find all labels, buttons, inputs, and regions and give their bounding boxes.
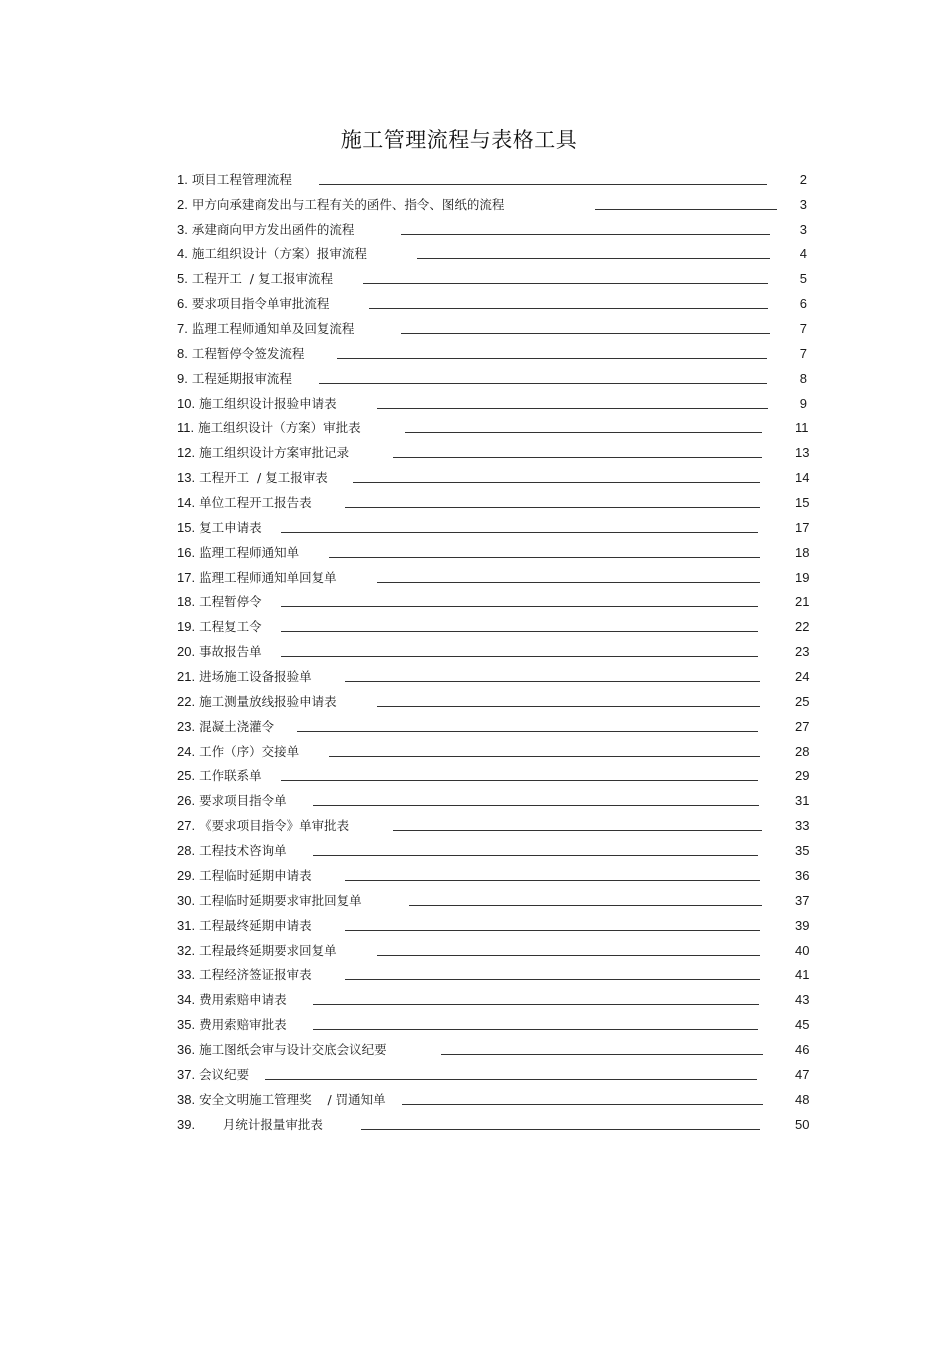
toc-entry-text: 施工组织设计报验申请表 xyxy=(199,395,337,411)
toc-entry-text: 要求项目指令单 xyxy=(199,793,287,809)
toc-entry-page-number: 48 xyxy=(795,1091,810,1107)
toc-entry-label xyxy=(177,593,262,613)
toc-entry-number: 4. xyxy=(177,246,188,262)
toc-entry-page-number: 50 xyxy=(795,1116,810,1132)
toc-leader-line xyxy=(402,1103,763,1105)
toc-entry[interactable] xyxy=(177,489,810,514)
toc-entry-label xyxy=(177,444,349,464)
toc-entry-number: 35. xyxy=(177,1017,196,1033)
toc-entry-label xyxy=(177,494,312,514)
toc-leader-line xyxy=(345,680,760,682)
toc-entry-number: 31. xyxy=(177,917,196,933)
toc-entry-number: 38. xyxy=(177,1091,196,1107)
toc-entry-page-number: 39 xyxy=(795,917,810,933)
toc-entry[interactable] xyxy=(177,638,810,663)
toc-entry[interactable] xyxy=(177,166,807,191)
toc-entry-text: 月统计报量审批表 xyxy=(199,1116,323,1132)
toc-leader-line xyxy=(313,854,758,856)
toc-entry-text: 工程暂停令签发流程 xyxy=(191,345,305,361)
toc-entry-number: 22. xyxy=(177,693,196,709)
toc-entry-label xyxy=(177,917,312,937)
toc-entry-text: 工作联系单 xyxy=(199,768,262,784)
toc-entry-number: 26. xyxy=(177,793,196,809)
toc-entry-text: 费用索赔审批表 xyxy=(199,1017,287,1033)
toc-entry[interactable] xyxy=(177,986,810,1011)
toc-leader-line xyxy=(595,208,777,210)
toc-entry-label xyxy=(177,196,504,216)
toc-entry-page-number: 7 xyxy=(799,321,807,337)
toc-entry[interactable] xyxy=(177,1036,810,1061)
toc-entry-number: 10. xyxy=(177,395,196,411)
toc-entry[interactable] xyxy=(177,1061,810,1086)
toc-entry-label xyxy=(177,718,274,738)
toc-entry[interactable] xyxy=(177,912,810,937)
toc-entry[interactable] xyxy=(177,688,810,713)
toc-entry-number: 29. xyxy=(177,867,196,883)
toc-entry-number: 14. xyxy=(177,495,196,511)
toc-entry[interactable] xyxy=(177,613,810,638)
toc-leader-line xyxy=(369,307,768,309)
toc-entry-page-number: 7 xyxy=(799,345,807,361)
toc-entry-text: 费用索赔申请表 xyxy=(199,992,287,1008)
toc-entry-page-number: 27 xyxy=(795,718,810,734)
toc-entry-label xyxy=(177,519,262,539)
toc-entry-number: 24. xyxy=(177,743,196,759)
toc-entry-number: 16. xyxy=(177,544,196,560)
toc-entry-label xyxy=(177,419,361,439)
toc-entry-text: 进场施工设备报验单 xyxy=(199,669,312,685)
toc-entry-text: 施工组织设计（方案）报审流程 xyxy=(191,246,367,262)
toc-entry[interactable] xyxy=(177,713,810,738)
toc-leader-line xyxy=(337,357,767,359)
toc-entry-text: 施工图纸会审与设计交底会议纪要 xyxy=(199,1041,387,1057)
toc-leader-line xyxy=(409,904,762,906)
toc-entry-page-number: 23 xyxy=(795,644,810,660)
toc-entry[interactable] xyxy=(177,390,807,415)
toc-entry[interactable] xyxy=(177,290,807,315)
toc-leader-line xyxy=(281,531,758,533)
toc-entry-number: 34. xyxy=(177,992,196,1008)
toc-entry-label xyxy=(177,221,354,241)
toc-entry-number: 28. xyxy=(177,843,196,859)
toc-entry[interactable] xyxy=(177,539,810,564)
toc-entry-number: 39. xyxy=(177,1116,196,1132)
toc-entry-text: 施工测量放线报验申请表 xyxy=(199,693,337,709)
toc-entry-number: 13. xyxy=(177,470,196,486)
toc-entry-number: 1. xyxy=(177,171,188,187)
toc-leader-line xyxy=(377,954,760,956)
toc-entry-text: 甲方向承建商发出与工程有关的函件、指令、图纸的流程 xyxy=(191,196,505,212)
toc-entry-number: 17. xyxy=(177,569,196,585)
toc-leader-line xyxy=(319,183,767,185)
toc-entry-number: 32. xyxy=(177,942,196,958)
toc-leader-line xyxy=(313,804,759,806)
toc-entry-number: 25. xyxy=(177,768,196,784)
toc-leader-line xyxy=(345,978,760,980)
toc-entry-text: 事故报告单 xyxy=(199,644,262,660)
toc-entry-text: 项目工程管理流程 xyxy=(191,171,292,187)
toc-entry-page-number: 17 xyxy=(795,519,810,535)
toc-leader-line xyxy=(361,1128,760,1130)
toc-entry-label xyxy=(177,1116,323,1136)
toc-entry[interactable] xyxy=(177,315,807,340)
toc-entry-number: 20. xyxy=(177,644,196,660)
table-of-contents xyxy=(177,166,810,1136)
toc-entry-label xyxy=(177,1041,387,1061)
toc-entry-page-number: 3 xyxy=(799,221,807,237)
toc-entry-label xyxy=(177,817,349,837)
toc-entry-label xyxy=(177,320,354,340)
toc-entry-number: 36. xyxy=(177,1041,196,1057)
toc-entry[interactable] xyxy=(177,216,807,241)
toc-entry-page-number: 11 xyxy=(795,420,809,436)
toc-entry-number: 8. xyxy=(177,345,188,361)
toc-entry-page-number: 25 xyxy=(795,693,810,709)
toc-entry-page-number: 31 xyxy=(795,793,810,809)
toc-leader-line xyxy=(281,605,758,607)
toc-entry-page-number: 29 xyxy=(795,768,810,784)
toc-entry[interactable] xyxy=(177,1086,810,1111)
toc-entry-page-number: 6 xyxy=(799,296,807,312)
toc-leader-line xyxy=(417,257,770,259)
toc-entry-number: 19. xyxy=(177,619,196,635)
toc-entry-page-number: 46 xyxy=(795,1041,810,1057)
toc-entry-page-number: 40 xyxy=(795,942,810,958)
toc-entry-text: 安全文明施工管理奖 / 罚通知单 xyxy=(199,1091,386,1107)
toc-entry-text: 复工申请表 xyxy=(199,519,262,535)
toc-entry-text: 工程复工令 xyxy=(199,619,262,635)
toc-entry-label xyxy=(177,569,337,589)
toc-entry-page-number: 3 xyxy=(799,196,807,212)
toc-entry[interactable] xyxy=(177,514,810,539)
toc-entry-label xyxy=(177,544,299,564)
toc-entry-label xyxy=(177,270,333,290)
toc-entry[interactable] xyxy=(177,265,807,290)
toc-entry-label xyxy=(177,345,304,365)
toc-leader-line xyxy=(345,929,760,931)
toc-entry-label xyxy=(177,668,312,688)
toc-entry[interactable] xyxy=(177,241,807,266)
toc-entry-page-number: 5 xyxy=(799,271,807,287)
toc-entry[interactable] xyxy=(177,415,807,440)
toc-entry-number: 23. xyxy=(177,718,196,734)
toc-entry-text: 单位工程开工报告表 xyxy=(199,495,312,511)
toc-entry-page-number: 22 xyxy=(795,619,810,635)
toc-leader-line xyxy=(313,1028,758,1030)
toc-entry-page-number: 35 xyxy=(795,843,810,859)
toc-entry-label xyxy=(177,867,312,887)
toc-entry-page-number: 36 xyxy=(795,867,810,883)
toc-entry[interactable] xyxy=(177,564,810,589)
toc-entry-label xyxy=(177,1066,249,1086)
toc-leader-line xyxy=(345,506,760,508)
toc-leader-line xyxy=(265,1078,757,1080)
toc-entry-label xyxy=(177,1091,386,1111)
document-title: 施工管理流程与表格工具 xyxy=(340,128,578,152)
toc-leader-line xyxy=(377,581,760,583)
toc-entry-text: 要求项目指令单审批流程 xyxy=(191,296,330,312)
toc-entry[interactable] xyxy=(177,787,810,812)
toc-entry-number: 6. xyxy=(177,296,188,312)
toc-entry-text: 施工组织设计（方案）审批表 xyxy=(198,420,361,436)
toc-entry-label xyxy=(177,295,329,315)
toc-entry-number: 27. xyxy=(177,818,196,834)
toc-leader-line xyxy=(329,755,760,757)
toc-leader-line xyxy=(377,705,760,707)
toc-entry-text: 会议纪要 xyxy=(199,1066,250,1082)
toc-entry-page-number: 18 xyxy=(795,544,810,560)
toc-entry-number: 9. xyxy=(177,370,188,386)
toc-leader-line xyxy=(353,481,760,483)
toc-entry[interactable] xyxy=(177,191,807,216)
toc-leader-line xyxy=(313,1003,759,1005)
toc-leader-line xyxy=(297,730,758,732)
toc-leader-line xyxy=(441,1053,763,1055)
toc-entry-label xyxy=(177,966,312,986)
toc-entry-text: 工作（序）交接单 xyxy=(199,743,300,759)
toc-entry[interactable] xyxy=(177,663,810,688)
toc-entry-text: 施工组织设计方案审批记录 xyxy=(199,445,350,461)
toc-entry-text: 工程开工 / 复工报审流程 xyxy=(191,271,333,287)
toc-entry-label xyxy=(177,171,292,191)
toc-entry-page-number: 4 xyxy=(799,246,807,262)
toc-entry-page-number: 21 xyxy=(795,594,810,610)
toc-leader-line xyxy=(281,655,758,657)
toc-entry-label xyxy=(177,991,287,1011)
toc-entry-number: 3. xyxy=(177,221,188,237)
toc-entry-text: 工程临时延期申请表 xyxy=(199,867,312,883)
toc-entry-page-number: 2 xyxy=(799,171,807,187)
toc-entry-text: 承建商向甲方发出函件的流程 xyxy=(191,221,355,237)
toc-entry-text: 工程经济签证报审表 xyxy=(199,967,312,983)
toc-entry-label xyxy=(177,1016,287,1036)
toc-leader-line xyxy=(281,630,758,632)
toc-entry-number: 33. xyxy=(177,967,196,983)
toc-leader-line xyxy=(329,556,760,558)
toc-entry-label xyxy=(177,743,299,763)
toc-entry-page-number: 33 xyxy=(795,818,810,834)
toc-entry-text: 混凝土浇灌令 xyxy=(199,718,275,734)
toc-entry-text: 《要求项目指令》单审批表 xyxy=(199,818,350,834)
toc-entry-page-number: 8 xyxy=(799,370,807,386)
toc-entry-number: 37. xyxy=(177,1066,196,1082)
toc-entry[interactable] xyxy=(177,589,810,614)
toc-leader-line xyxy=(405,431,762,433)
toc-leader-line xyxy=(393,829,762,831)
toc-entry-number: 7. xyxy=(177,321,188,337)
toc-entry-page-number: 13 xyxy=(795,445,810,461)
toc-entry-page-number: 47 xyxy=(795,1066,810,1082)
toc-entry-label xyxy=(177,618,262,638)
toc-entry-label xyxy=(177,842,287,862)
toc-entry-text: 工程技术咨询单 xyxy=(199,843,287,859)
toc-entry-page-number: 19 xyxy=(795,569,810,585)
toc-entry-label xyxy=(177,892,362,912)
toc-entry-page-number: 45 xyxy=(795,1017,810,1033)
toc-entry-label xyxy=(177,245,367,265)
toc-entry-number: 15. xyxy=(177,519,196,535)
toc-entry-label xyxy=(177,693,337,713)
toc-leader-line xyxy=(363,282,768,284)
toc-leader-line xyxy=(401,332,770,334)
toc-entry[interactable] xyxy=(177,738,810,763)
toc-entry-page-number: 37 xyxy=(795,892,810,908)
toc-entry[interactable] xyxy=(177,962,810,987)
toc-leader-line xyxy=(393,456,762,458)
toc-entry-number: 30. xyxy=(177,892,196,908)
toc-entry[interactable] xyxy=(177,763,810,788)
toc-entry[interactable] xyxy=(177,837,810,862)
toc-leader-line xyxy=(377,407,768,409)
toc-entry-label xyxy=(177,792,287,812)
toc-entry[interactable] xyxy=(177,812,810,837)
toc-entry-number: 5. xyxy=(177,271,188,287)
toc-leader-line xyxy=(401,233,770,235)
toc-entry[interactable] xyxy=(177,1111,810,1136)
toc-entry[interactable] xyxy=(177,887,810,912)
toc-entry-label xyxy=(177,395,337,415)
toc-entry-text: 监理工程师通知单 xyxy=(199,544,300,560)
toc-entry-number: 2. xyxy=(177,196,188,212)
toc-entry-page-number: 43 xyxy=(795,992,810,1008)
toc-entry-label xyxy=(177,767,262,787)
toc-entry-text: 工程延期报审流程 xyxy=(191,370,292,386)
toc-leader-line xyxy=(281,779,758,781)
toc-entry-text: 工程最终延期申请表 xyxy=(199,917,312,933)
toc-entry-number: 11. xyxy=(177,420,195,436)
toc-entry[interactable] xyxy=(177,937,810,962)
toc-entry-page-number: 24 xyxy=(795,669,810,685)
toc-entry-text: 工程开工 / 复工报审表 xyxy=(199,470,328,486)
toc-entry[interactable] xyxy=(177,464,810,489)
toc-entry[interactable] xyxy=(177,862,810,887)
toc-entry-page-number: 41 xyxy=(795,967,810,983)
toc-entry-text: 工程暂停令 xyxy=(199,594,262,610)
toc-entry[interactable] xyxy=(177,340,807,365)
toc-entry-label xyxy=(177,469,328,489)
toc-entry-text: 监理工程师通知单及回复流程 xyxy=(191,321,355,337)
toc-leader-line xyxy=(345,879,760,881)
toc-entry[interactable] xyxy=(177,365,807,390)
toc-entry-text: 监理工程师通知单回复单 xyxy=(199,569,337,585)
toc-entry-page-number: 15 xyxy=(795,495,810,511)
toc-entry-number: 12. xyxy=(177,445,196,461)
toc-entry-page-number: 9 xyxy=(799,395,807,411)
toc-leader-line xyxy=(319,382,767,384)
toc-entry-text: 工程最终延期要求回复单 xyxy=(199,942,337,958)
toc-entry-page-number: 14 xyxy=(795,470,810,486)
toc-entry-label xyxy=(177,370,292,390)
toc-entry-text: 工程临时延期要求审批回复单 xyxy=(199,892,362,908)
toc-entry[interactable] xyxy=(177,439,810,464)
toc-entry-label xyxy=(177,643,262,663)
toc-entry-number: 18. xyxy=(177,594,196,610)
toc-entry-page-number: 28 xyxy=(795,743,810,759)
toc-entry-label xyxy=(177,942,337,962)
toc-entry-number: 21. xyxy=(177,669,196,685)
toc-entry[interactable] xyxy=(177,1011,810,1036)
